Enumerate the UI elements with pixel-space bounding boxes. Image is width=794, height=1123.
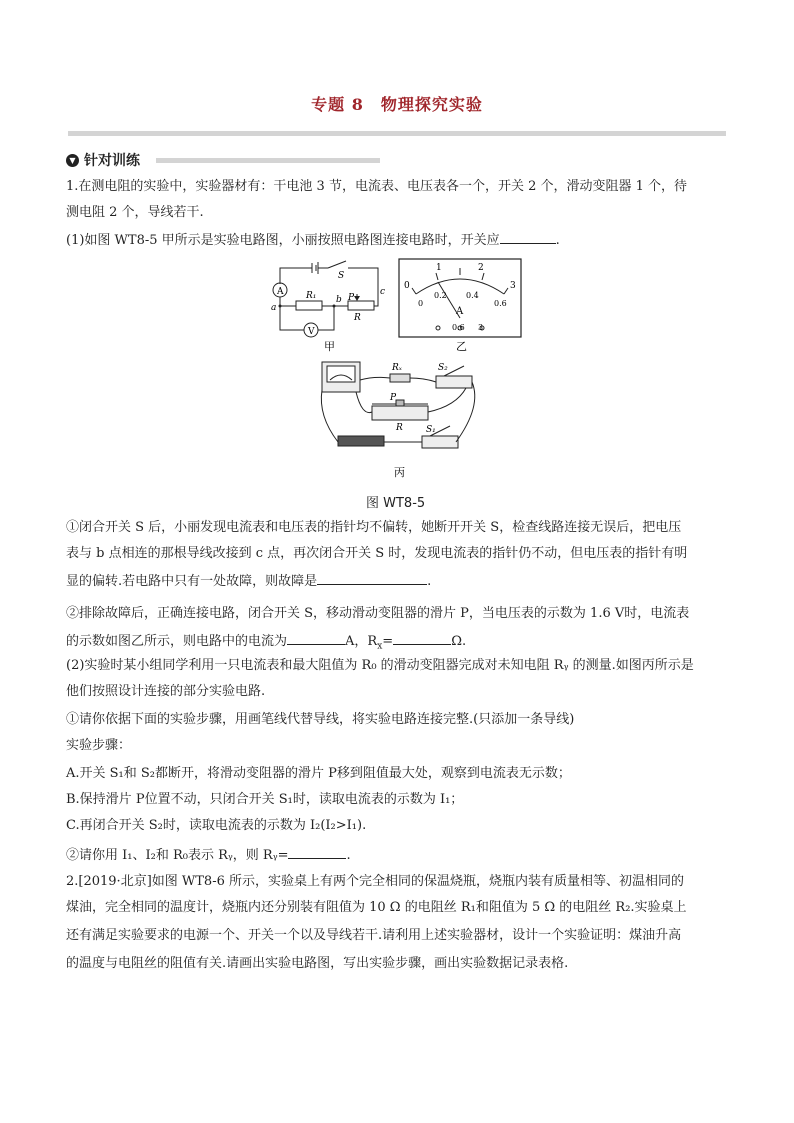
step-b: B.保持滑片 P位置不动，只闭合开关 S₁时，读取电流表的示数为 I₁； xyxy=(66,792,464,807)
q1-sub1-line2: 表与 b 点相连的那根导线改接到 c 点，再次闭合开关 S 时，发现电流表的指针仍不动，但电压表的指针有明 xyxy=(66,546,688,561)
dial-sub-06: 0.6 xyxy=(494,299,507,308)
q1-sub2-equals: = xyxy=(382,634,394,649)
dial-tick-2: 2 xyxy=(478,263,484,273)
r1-label: R₁ xyxy=(306,291,317,301)
slider-label: P xyxy=(348,293,355,303)
dial-unit: A xyxy=(456,306,464,317)
q1-sub1-end: . xyxy=(427,574,432,589)
q1-sub2-unit: A，R xyxy=(345,634,378,649)
q2-line3: 还有满足实验要求的电源一个、开关一个以及导线若干.请利用上述实验器材，设计一个实验证明：煤油升高 xyxy=(66,928,682,943)
answer-blank[interactable] xyxy=(393,630,451,645)
kit-rx-label: Rₓ xyxy=(392,363,402,373)
triangle-down-icon: ▼ xyxy=(66,154,79,167)
answer-blank[interactable] xyxy=(317,570,427,585)
q2-line1: 2.[2019·北京]如图 WT8-6 所示，实验桌上有两个完全相同的保温烧瓶，烧瓶内装有质量相等、初温相同的 xyxy=(66,874,684,889)
figure-label-yi: 乙 xyxy=(456,340,467,353)
kit-r-label: R xyxy=(396,423,403,433)
kit-s1-label: S₁ xyxy=(426,425,436,435)
q1-intro-line2: 测电阻 2 个，导线若干. xyxy=(66,205,204,220)
page-title: 专题 8 物理探究实验 xyxy=(311,95,483,114)
title-divider xyxy=(68,131,726,136)
kit-s2-label: S₂ xyxy=(438,363,448,373)
dial-sub-04: 0.4 xyxy=(466,291,479,300)
figure-label-jia: 甲 xyxy=(324,340,335,353)
terminal-3: 3 xyxy=(478,323,484,332)
point-b-label: b xyxy=(336,295,342,305)
q1-sub2-subscript: x xyxy=(377,641,383,652)
q1-sub2-line1: ②排除故障后，正确连接电路，闭合开关 S，移动滑动变阻器的滑片 P，当电压表的示数为 1.6 V时，电流表 xyxy=(66,606,690,621)
rheostat-label: R xyxy=(354,313,361,323)
dial-tick-0: 0 xyxy=(404,281,410,291)
steps-label: 实验步骤： xyxy=(66,738,132,753)
q1-sub2-text: 的示数如图乙所示，则电路中的电流为 xyxy=(66,634,288,649)
q1-part2-sub2-end: . xyxy=(346,848,351,863)
q1-part2-line2: 他们按照设计连接的部分实验电路. xyxy=(66,684,266,699)
dial-tick-1: 1 xyxy=(436,263,442,273)
dial-tick-3: 3 xyxy=(510,281,516,291)
section-label: 针对训练 xyxy=(84,153,140,169)
section-header xyxy=(66,150,140,170)
q1-sub1-line1: ①闭合开关 S 后，小丽发现电流表和电压表的指针均不偏转，她断开开关 S，检查线路连接无误后，把电压 xyxy=(66,520,682,535)
q2-line2: 煤油，完全相同的温度计，烧瓶内还分别装有阻值为 10 Ω 的电阻丝 R₁和阻值为 5 Ω 的电阻丝 R₂.实验桌上 xyxy=(66,900,687,915)
q1-part2-sub2-text: ②请你用 I₁、I₂和 R₀表示 Rᵧ，则 Rᵧ= xyxy=(66,848,289,863)
point-c-label: c xyxy=(380,287,386,297)
circuit-diagram xyxy=(268,258,392,354)
ammeter-label: A xyxy=(277,287,284,297)
dial-sub-02: 0.2 xyxy=(434,291,447,300)
q1-sub1-line3 xyxy=(66,570,726,592)
q1-sub1-line3-text: 显的偏转.若电路中只有一处故障，则故障是 xyxy=(66,574,318,589)
answer-blank[interactable] xyxy=(500,229,556,244)
q1-intro-line1: 1.在测电阻的实验中，实验器材有：干电池 3 节，电流表、电压表各一个，开关 2 个，滑动变阻器 1 个，待 xyxy=(66,179,688,194)
figure-label-bing: 丙 xyxy=(394,466,405,479)
step-a: A.开关 S₁和 S₂都断开，将滑动变阻器的滑片 P移到阻值最大处，观察到电流表无示数； xyxy=(66,766,571,781)
q1-part1-text: (1)如图 WT8-5 甲所示是实验电路图，小丽按照电路图连接电路时，开关应 xyxy=(66,233,500,248)
ammeter-dial xyxy=(398,258,524,354)
point-a-label: a xyxy=(271,303,277,313)
step-c: C.再闭合开关 S₂时，读取电流表的示数为 I₂(I₂>I₁). xyxy=(66,818,367,833)
switch-label: S xyxy=(338,271,345,281)
answer-blank[interactable] xyxy=(287,630,345,645)
q1-part1-end: . xyxy=(555,233,560,248)
section-divider xyxy=(156,158,380,163)
apparatus-photo xyxy=(316,356,488,482)
q1-part2-line1: (2)实验时某小组同学利用一只电流表和最大阻值为 R₀ 的滑动变阻器完成对未知电阻 Rᵧ 的测量.如图丙所示是 xyxy=(66,658,694,673)
voltmeter-label: V xyxy=(308,327,315,337)
q1-part2-sub2 xyxy=(66,844,726,866)
terminal-06: 0.6 xyxy=(452,323,465,332)
q1-sub2-ohm: Ω. xyxy=(451,634,467,649)
q1-sub2-line2 xyxy=(66,630,726,657)
dial-sub-0: 0 xyxy=(418,299,424,308)
kit-p-label: P xyxy=(390,393,397,403)
q2-line4: 的温度与电阻丝的阻值有关.请画出实验电路图，写出实验步骤，画出实验数据记录表格. xyxy=(66,956,569,971)
q1-part2-sub1: ①请你依据下面的实验步骤，用画笔线代替导线，将实验电路连接完整.(只添加一条导线) xyxy=(66,712,575,727)
answer-blank[interactable] xyxy=(288,844,346,859)
q1-part1 xyxy=(66,229,726,251)
figure-caption: 图 WT8-5 xyxy=(366,496,426,511)
